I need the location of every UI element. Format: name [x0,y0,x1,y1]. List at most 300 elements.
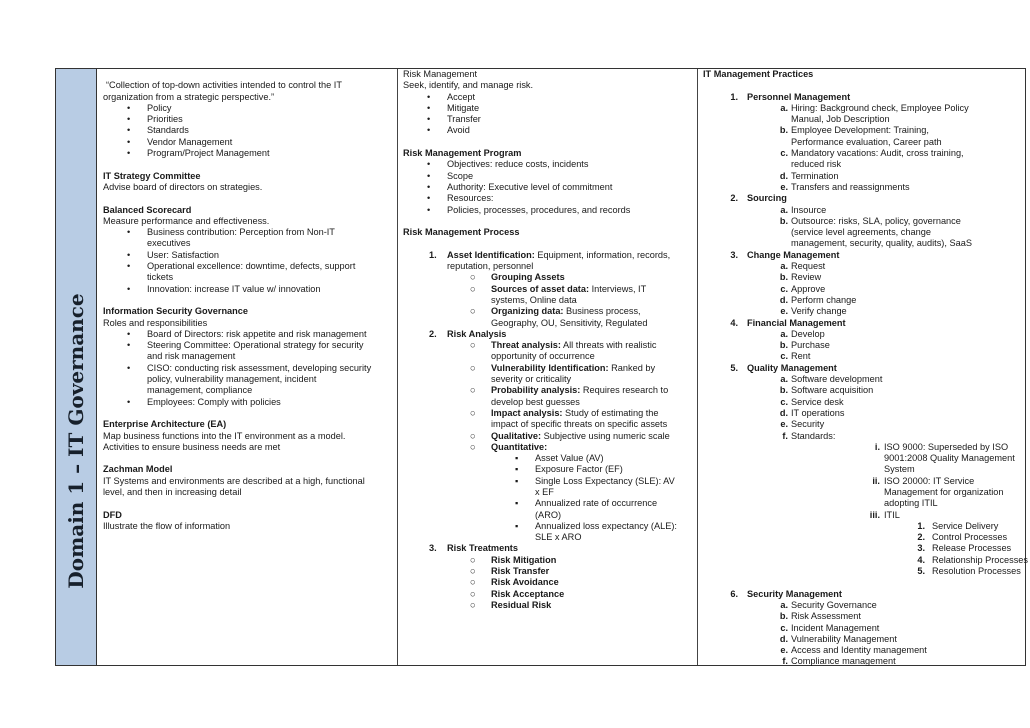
list-item-text: Annualized rate of occurrence [535,498,658,509]
list-item [403,159,699,170]
list-item [403,577,699,588]
list-item [703,238,1025,249]
list-item [703,442,1025,453]
list-marker: 4. [917,554,925,565]
list-marker: • [127,261,131,272]
section-heading: Risk Management Program [403,148,522,159]
list-item [703,340,1025,351]
list-item-text: tickets [147,272,174,283]
step-label: Asset Identification: [447,249,535,260]
list-item [403,464,699,475]
list-marker: ○ [470,577,476,588]
list-marker: iii. [869,509,880,520]
list-marker: • [427,181,431,192]
list-item-text: Standards: [791,430,836,441]
list-item [703,623,1025,634]
section-text: Roles and responsibilities [103,317,208,328]
list-item-text: Software acquisition [791,385,874,396]
list-item-text: Request [791,261,826,272]
list-marker: ○ [470,588,476,599]
section-text: Seek, identify, and manage risk. [403,80,534,91]
list-item-text: Business contribution: Perception from Non-IT [147,227,335,238]
list-marker: e. [780,645,788,656]
list-item-text: Personnel Management [747,91,851,102]
list-item [403,566,699,577]
list-item-text: SLE x ARO [535,532,582,543]
list-item [703,498,1025,509]
list-marker: a. [780,328,788,339]
section-text: IT Systems and environments are described at a high, functional [103,475,365,486]
list-item [703,611,1025,622]
list-item-text: adopting ITIL [884,498,938,509]
sub-text: Subjective using numeric scale [541,430,670,441]
list-item [703,554,1029,566]
list-item [103,374,398,385]
list-marker: b. [779,272,788,283]
list-item-text: Service Delivery [932,520,999,531]
sub-text: impact of specific threats on specific assets [491,419,668,430]
list-item [703,216,1025,227]
list-item-text: Financial Management [747,317,846,328]
list-item-text: Develop [791,328,825,339]
list-marker: ▪ [515,498,519,509]
list-marker: a. [780,261,788,272]
list-item-text: executives [147,238,191,249]
sub-label: Threat analysis: [491,340,561,351]
list-item [103,261,398,272]
section-heading: IT Strategy Committee [103,170,201,181]
list-item-text: Program/Project Management [147,148,270,159]
list-item [403,600,699,611]
list-item-text: Accept [447,91,476,102]
list-item [703,137,1025,148]
practice-heading [703,318,1025,329]
list-item [403,555,699,566]
section-heading: IT Management Practices [703,69,814,79]
step-label: Risk Treatments [447,543,518,554]
list-item [103,340,398,351]
list-item [403,510,699,521]
list-item-text: Policy [147,102,172,113]
sub-text: severity or criticality [491,374,572,385]
list-item [703,645,1025,656]
list-marker: b. [779,215,788,226]
list-item [703,205,1025,216]
list-item [703,171,1025,182]
list-marker: • [427,125,431,136]
list-item-text: ISO 9000: Superseded by ISO [884,441,1009,452]
section-heading: Information Security Governance [103,306,248,317]
list-item-text: Operational excellence: downtime, defects, support [147,261,356,272]
list-item [703,351,1025,362]
section-heading: DFD [103,509,122,520]
practice-heading [703,250,1025,261]
list-item-text: Security Governance [791,599,877,610]
list-marker: ○ [470,554,476,565]
list-item [103,363,398,374]
list-item-text: Service desk [791,396,844,407]
list-item-text: User: Satisfaction [147,249,219,260]
list-item [403,453,699,464]
list-item [703,431,1025,442]
list-item [403,589,699,600]
practice-heading [703,193,1025,204]
list-item-text: Risk Transfer [491,566,550,577]
list-item-text: Residual Risk [491,599,552,610]
sub-text: Requires research to [580,385,669,396]
step-number: 1. [429,249,437,260]
sub-text: All threats with realistic [560,340,657,351]
list-marker: • [127,328,131,339]
list-item [703,419,1025,430]
list-item-text: (service level agreements, change [791,227,931,238]
list-marker: a. [780,102,788,113]
list-item-text: Scope [447,170,474,181]
section-heading: Zachman Model [103,464,173,475]
list-marker: • [127,114,131,125]
list-item-text: Avoid [447,125,470,136]
list-marker: d. [779,294,788,305]
list-item [703,159,1025,170]
list-item-text: Innovation: increase IT value w/ innovation [147,283,321,294]
list-marker: • [127,283,131,294]
list-item-text: ISO 20000: IT Service [884,475,975,486]
list-marker: • [127,102,131,113]
list-item-text: 9001:2008 Quality Management [884,453,1015,464]
list-item [703,182,1025,193]
list-item [703,261,1025,272]
list-item [703,306,1025,317]
list-marker: d. [779,633,788,644]
list-marker: • [427,193,431,204]
list-item [103,227,398,238]
list-item [103,137,398,148]
sub-label: Impact analysis: [491,407,563,418]
section-text: Advise board of directors on strategies. [103,181,263,192]
sub-label: Probability analysis: [491,385,581,396]
list-item [703,464,1025,475]
list-item-text: Verify change [791,306,847,317]
sub-label: Vulnerability Identification: [491,362,609,373]
list-item-text: policy, vulnerability management, incident [147,374,317,385]
sub-item: Grouping Assets [491,272,565,283]
list-item-text: Change Management [747,249,840,260]
list-marker: • [427,159,431,170]
list-item [403,171,699,182]
list-item-text: Software development [791,374,883,385]
list-marker: ▪ [515,520,519,531]
list-marker: c. [780,283,788,294]
list-item [703,487,1025,498]
list-item [103,250,398,261]
list-item [403,476,699,487]
list-item-text: Authority: Executive level of commitment [447,181,613,192]
list-item-text: Risk Avoidance [491,577,559,588]
list-item [703,532,1025,543]
list-marker: • [127,362,131,373]
list-marker: 2. [730,193,738,204]
list-item-text: Incident Management [791,622,880,633]
list-item [703,453,1025,464]
list-marker: c. [780,351,788,362]
list-item-text: CISO: conducting risk assessment, developing security [147,362,372,373]
list-marker: • [127,396,131,407]
list-item-text: System [884,464,915,475]
list-item [703,634,1025,645]
list-marker: a. [780,374,788,385]
list-marker: d. [779,170,788,181]
list-item-text: Mitigate [447,102,480,113]
list-item-text: Insource [791,204,827,215]
list-item-text: Employee Development: Training, [791,125,929,136]
list-item [103,125,398,136]
list-marker: b. [779,611,788,622]
list-item-text: Control Processes [932,532,1008,543]
section-heading: Risk Management [403,69,478,79]
section-text: Map business functions into the IT environment as a model. [103,430,346,441]
list-item [703,148,1025,159]
list-item-text: Transfer [447,114,481,125]
list-marker: 2. [917,532,925,543]
list-item-text: Resources: [447,193,494,204]
list-item-text: Employees: Comply with policies [147,396,281,407]
list-marker: d. [779,407,788,418]
list-marker: • [427,204,431,215]
list-marker: e. [780,306,788,317]
list-item-text: and risk management [147,351,236,362]
list-item-text: Objectives: reduce costs, incidents [447,159,589,170]
section-text: Illustrate the flow of information [103,520,231,531]
list-marker: ▪ [515,453,519,464]
sub-text: Study of estimating the [562,407,659,418]
list-item-text: Sourcing [747,193,787,204]
list-marker: i. [874,441,880,452]
list-item [703,295,1025,306]
list-item [703,510,1025,521]
list-item-text: Release Processes [932,543,1012,554]
list-marker: 3. [730,249,738,260]
list-item-text: Priorities [147,114,183,125]
list-marker: 6. [730,588,738,599]
management-column [703,69,1029,668]
list-item-text: Risk Assessment [791,611,861,622]
sub-label: Sources of asset data: [491,283,590,294]
list-marker: c. [780,622,788,633]
list-item [103,238,398,249]
sub-text: opportunity of occurrence [491,351,595,362]
domain-title: Domain 1 – IT Governance [64,293,88,589]
list-item-text: Steering Committee: Operational strategy for security [147,340,364,351]
section-text: Measure performance and effectiveness. [103,215,270,226]
sub-text: systems, Online data [491,294,577,305]
sub-text: Geography, OU, Sensitivity, Regulated [491,317,648,328]
list-marker: • [427,114,431,125]
list-item-text: Access and Identity management [791,645,927,656]
step-text: reputation, personnel [447,261,534,272]
list-marker: f. [782,430,788,441]
list-item [703,656,1025,667]
list-item-text: Perform change [791,294,857,305]
list-marker: a. [780,599,788,610]
list-item-text: Vendor Management [147,136,233,147]
list-item-text: IT operations [791,407,845,418]
list-item-text: Manual, Job Description [791,114,890,125]
list-item-text: Mandatory vacations: Audit, cross training, [791,148,964,159]
sub-text: Ranked by [608,362,656,373]
list-item-text: Vulnerability Management [791,633,897,644]
list-marker: • [427,102,431,113]
list-item-text: (ARO) [535,509,562,520]
list-item-text: Outsource: risks, SLA, policy, governance [791,215,961,226]
list-item [103,103,398,114]
list-marker: e. [780,181,788,192]
list-item-text: Resolution Processes [932,566,1021,577]
practice-heading [703,363,1025,374]
list-item-text: Single Loss Expectancy (SLE): AV [535,475,675,486]
list-item-text: Termination [791,170,839,181]
list-item [403,92,699,103]
list-item [103,385,398,396]
step-text: Equipment, information, records, [534,249,671,260]
list-marker: • [427,170,431,181]
list-item [103,351,398,362]
list-item-text: ITIL [884,509,900,520]
list-marker: • [127,148,131,159]
list-marker: ▪ [515,475,519,486]
practice-heading [703,92,1025,103]
list-item-text: Asset Value (AV) [535,453,604,464]
list-marker: • [127,125,131,136]
list-item-text: Purchase [791,340,830,351]
list-item [403,114,699,125]
list-item-text: Annualized loss expectancy (ALE): [535,520,677,531]
list-item [403,521,699,532]
list-item-text: Hiring: Background check, Employee Policy [791,102,969,113]
sub-text: develop best guesses [491,396,580,407]
list-item-text: Risk Acceptance [491,588,565,599]
sub-label: Qualitative: [491,430,542,441]
list-item [703,408,1025,419]
list-marker: ▪ [515,464,519,475]
list-marker: • [127,340,131,351]
list-item [703,329,1025,340]
list-marker: c. [780,148,788,159]
step-number: 2. [429,328,437,339]
list-item [703,114,1025,125]
sub-label: Organizing data: [491,306,564,317]
section-heading: Risk Management Process [403,227,520,238]
intro-text: organization from a strategic perspective.” [103,91,275,102]
list-item-text: Rent [791,351,811,362]
section-heading: Enterprise Architecture (EA) [103,419,227,430]
list-item [703,374,1025,385]
sub-text: Interviews, IT [589,283,647,294]
list-item-text: Exposure Factor (EF) [535,464,623,475]
list-item [703,125,1025,136]
section-text: Activities to ensure business needs are met [103,441,281,452]
list-item-text: Relationship Processes [932,554,1029,565]
section-text: level, and then in increasing detail [103,486,242,497]
list-marker: c. [780,396,788,407]
list-item [103,284,398,295]
list-item [403,487,699,498]
list-item-text: Management for organization [884,486,1004,497]
list-item-text: reduced risk [791,159,842,170]
list-item [403,532,699,543]
list-item-text: x EF [535,486,554,497]
list-item [703,521,1025,532]
list-marker: ○ [470,566,476,577]
list-marker: • [127,249,131,260]
list-item-text: Approve [791,283,826,294]
list-marker: 4. [730,317,738,328]
list-item [403,193,699,204]
list-item [103,397,398,408]
list-marker: 5. [917,566,925,577]
list-item [403,498,699,509]
list-item [403,182,699,193]
list-marker: 5. [730,362,738,373]
list-marker: b. [779,385,788,396]
sub-text: Business process, [563,306,641,317]
list-item [403,103,699,114]
list-item [703,397,1025,408]
list-marker: • [127,136,131,147]
list-item-text: Compliance management [791,656,896,667]
list-item-text: Performance evaluation, Career path [791,136,942,147]
sub-label: Quantitative: [491,441,548,452]
list-item [703,600,1025,611]
list-item-text: management, compliance [147,385,253,396]
list-item-text: management, security, quality, audits), SaaS [791,238,972,249]
section-heading: Balanced Scorecard [103,204,192,215]
list-marker: 3. [917,543,925,554]
list-item-text: Standards [147,125,189,136]
list-item [703,476,1025,487]
list-item [703,543,1025,554]
list-item-text: Security [791,419,825,430]
list-item [703,272,1025,283]
list-item [403,125,699,136]
list-item-text: Board of Directors: risk appetite and risk management [147,328,367,339]
list-marker: b. [779,125,788,136]
list-marker: ii. [872,475,880,486]
list-item [103,272,398,283]
list-marker: • [427,91,431,102]
list-item [703,566,1025,577]
list-marker: 1. [730,91,738,102]
list-item [103,148,398,159]
list-item-text: Risk Mitigation [491,554,557,565]
list-marker: f. [782,656,788,667]
list-item [103,329,398,340]
list-item [703,227,1025,238]
list-item-text: Security Management [747,588,842,599]
practice-heading [703,589,1025,600]
risk-column: Risk Management Seek, identify, and manage risk. • Accept • Mitigate • Transfer • Avoid Risk Management Program • Objectives: reduce costs, incidents • Scope • Authority: Executive level of commitment • Resources: • Policies, processes, procedures, and records Risk Management Process 1. Asset Identification: Equipment, information, records, reputation, personnel ○ Grouping Assets ○ Sources of asset data: Interviews, IT systems, Online data ○ Organizing data: Business process, Geography, OU, Sensitivity, Regulated 2. Risk Analysis ○ Threat analysis: All threats with realistic opportunity of occurrence ○ Vulnerability Identification: Ranked by severity or criticality ○ Probability analysis: Requires research to develop best guesses ○ Impact analysis: Study of estimating the impact of specific threats on specific assets ○ Qualitative: Subjective using numeric scale ○ Quantitative: ▪ Asset Value (AV) ▪ Exposure Factor (EF) ▪ Single Loss Expectancy (SLE): AV x EF ▪ Annualized rate of occurrence (ARO) ▪ Annualized loss expectancy (ALE): SLE x ARO 3. Risk Treatments ○ Risk Mitigation ○ Risk Transfer ○ Risk Avoidance ○ Risk Acceptance ○ Residual Risk [403,69,699,611]
list-item [703,103,1025,114]
list-marker: • [127,227,131,238]
list-marker: a. [780,204,788,215]
list-item-text: Quality Management [747,362,837,373]
list-item [103,114,398,125]
list-marker: e. [780,419,788,430]
list-item-text: Transfers and reassignments [791,181,910,192]
step-number: 3. [429,543,437,554]
list-item [703,284,1025,295]
list-item-text: Review [791,272,822,283]
list-item-text: Policies, processes, procedures, and records [447,204,631,215]
